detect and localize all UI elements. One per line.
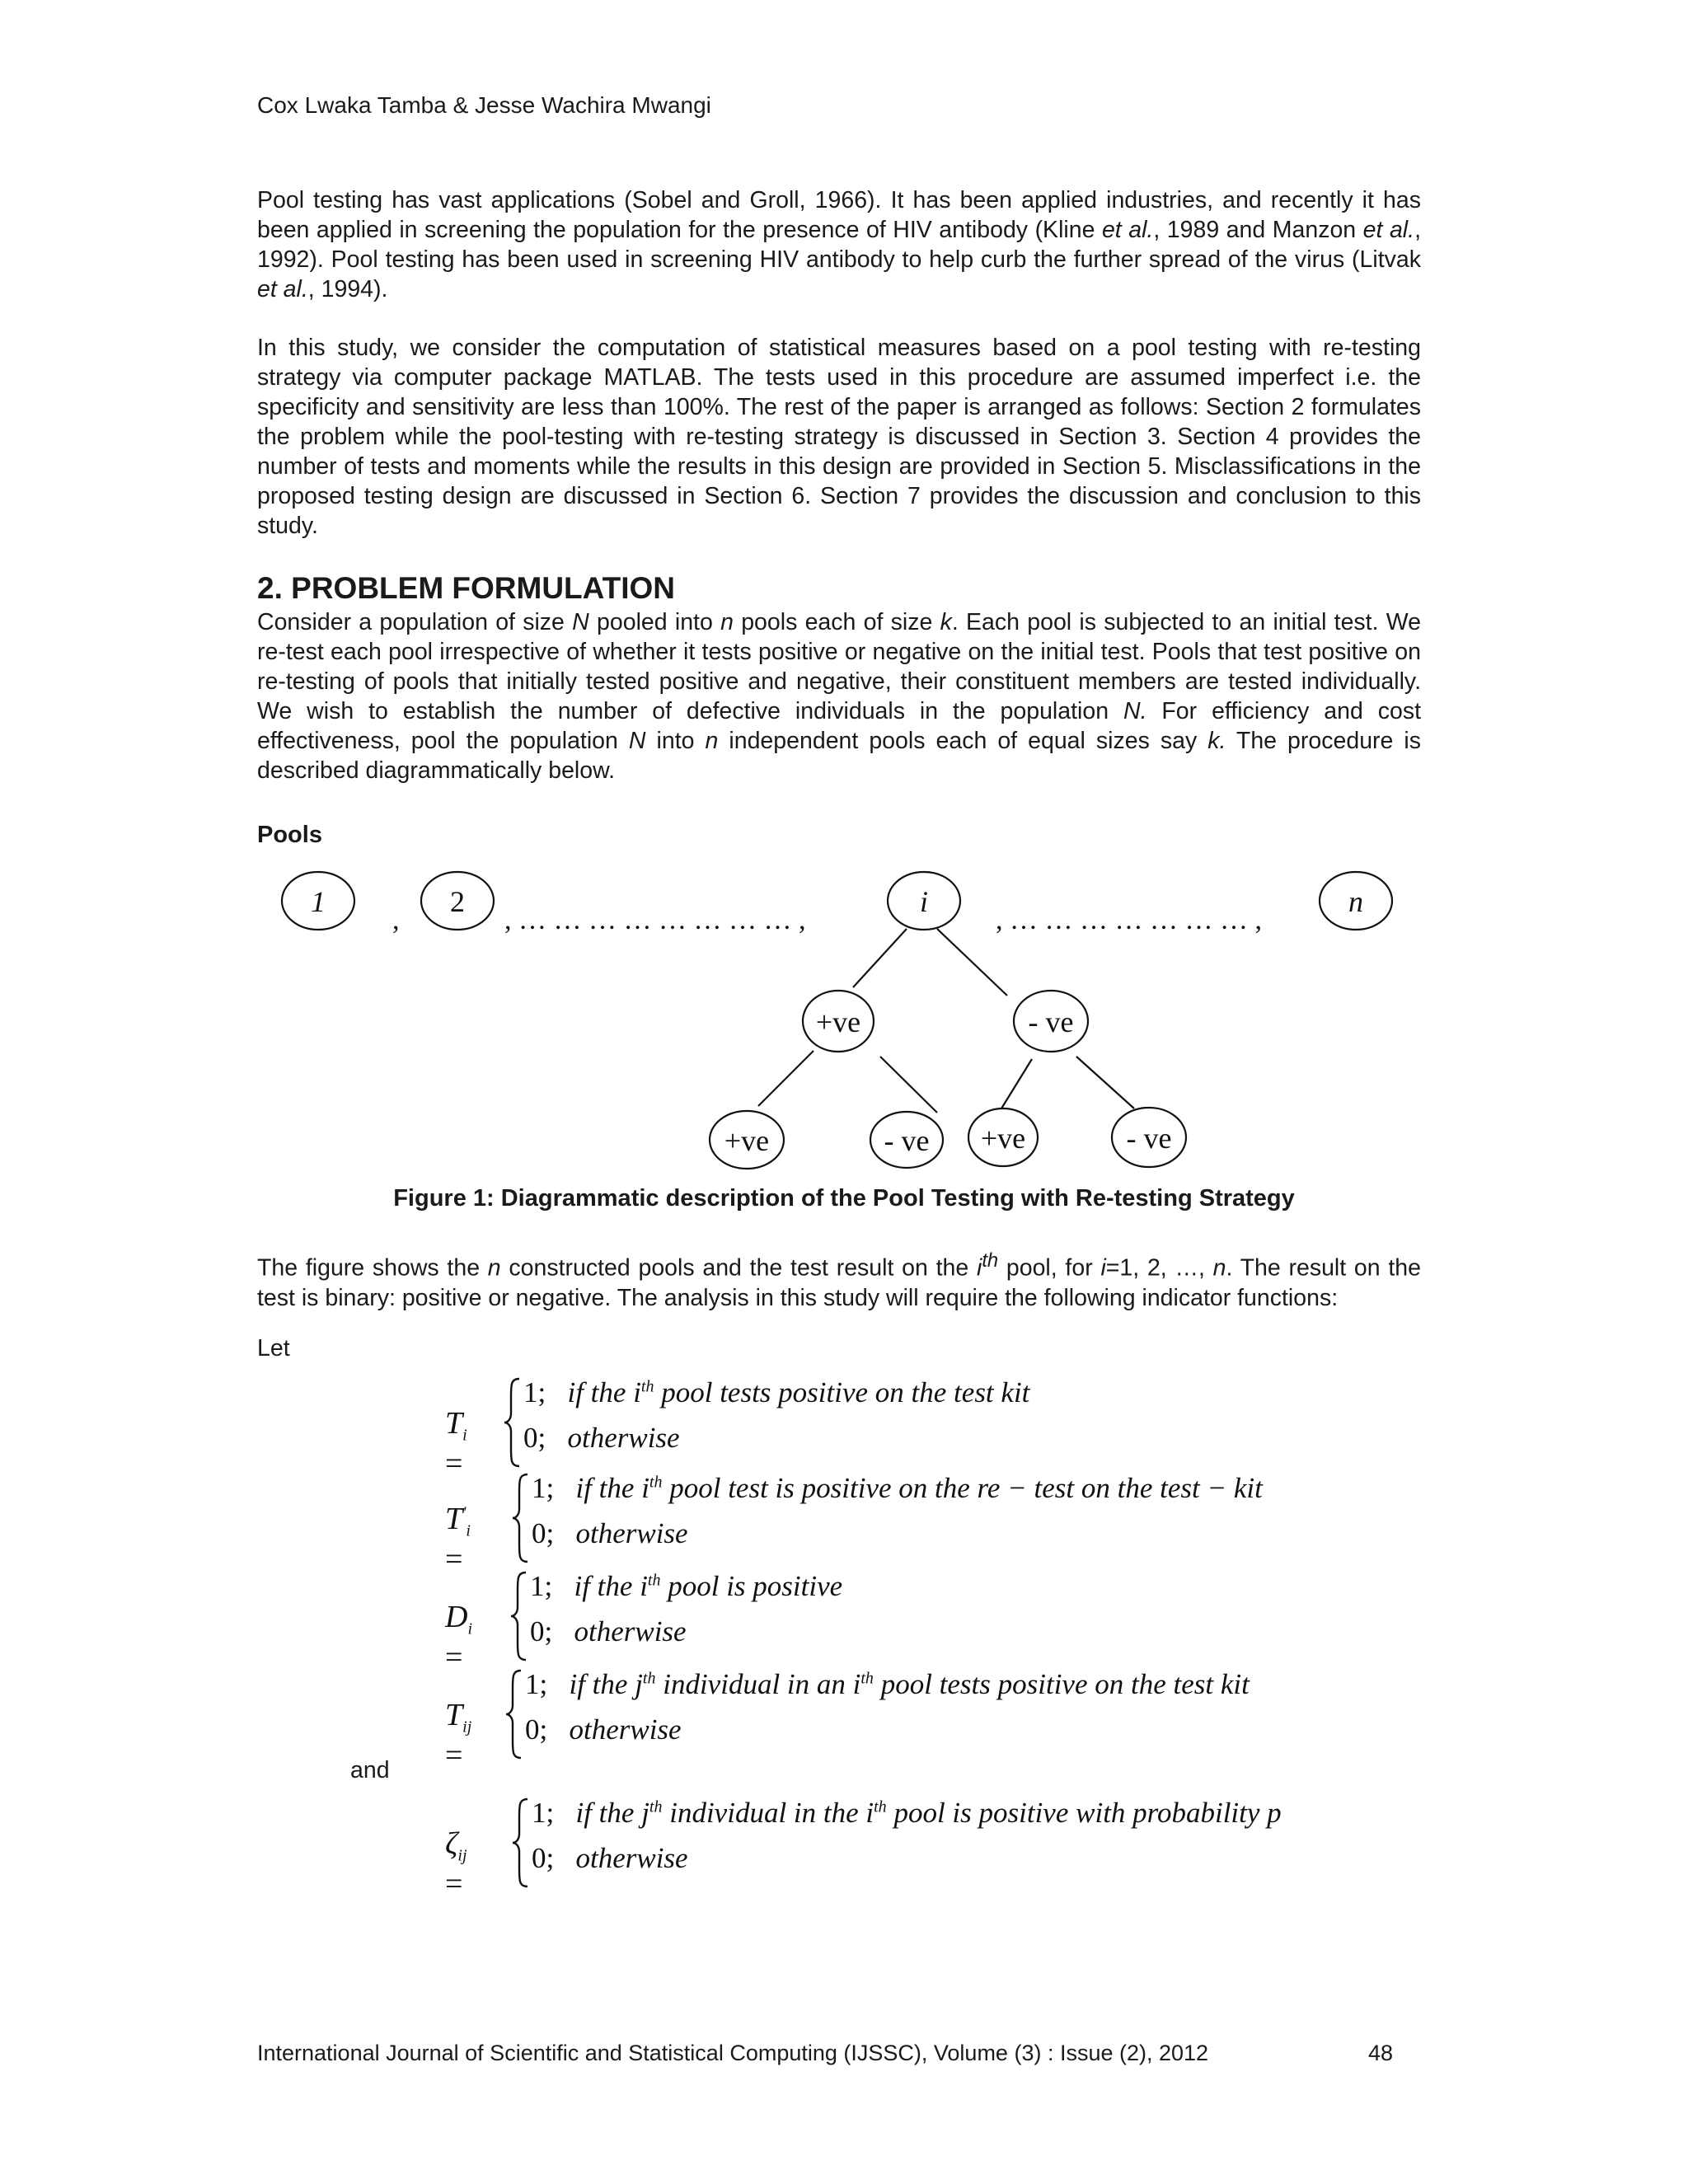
figure-caption: Figure 1: Diagrammatic description of the Pool Testing with Re-testing Strategy xyxy=(393,1185,1295,1212)
brace-icon xyxy=(504,1668,524,1760)
footer-journal: International Journal of Scientific and Statistical Computing (IJSSC), Volume (3) : Issue (2), 2012 xyxy=(257,2041,1209,2065)
retest-label-negative: - ve xyxy=(1028,1005,1074,1038)
separator-dots-1: , … … … … … … … … , xyxy=(504,905,806,935)
leaf-label-neg-pos: +ve xyxy=(980,1122,1026,1155)
separator-dots-2: , … … … … … … … , xyxy=(996,905,1262,935)
leaf-label-pos-pos: +ve xyxy=(724,1124,770,1157)
running-header-authors: Cox Lwaka Tamba & Jesse Wachira Mwangi xyxy=(257,92,711,118)
pool-label-i: i xyxy=(919,885,929,918)
brace-icon xyxy=(511,1797,531,1889)
let-label: Let xyxy=(257,1335,290,1361)
edge-neg-to-pos xyxy=(1001,1059,1032,1108)
leaf-label-neg-neg: - ve xyxy=(1126,1122,1172,1155)
leaf-label-pos-neg: - ve xyxy=(884,1124,930,1157)
page-number: 48 xyxy=(1368,2041,1394,2065)
pool-label-n: n xyxy=(1348,885,1363,918)
intro-paragraph-2: In this study, we consider the computation of statistical measures based on a pool testing with re-testing strategy via computer package MATLAB. The tests used in this procedure are assumed imperfect i.e. the specificity and sensitivity are less than 100%. The rest of the paper is arranged as follows: Section 2 formulates the problem while the pool-testing with re-testing strategy is discussed in Section 3. Section 4 provides the number of tests and moments while the results in this design are provided in Section 5. Misclassifications in the proposed testing design are discussed in Section 6. Section 7 provides the discussion and conclusion to this study. xyxy=(257,335,1421,539)
brace-icon xyxy=(503,1376,523,1469)
diagram-heading-pools: Pools xyxy=(257,822,322,848)
pool-label-2: 2 xyxy=(450,885,465,918)
edge-neg-to-neg xyxy=(1076,1057,1134,1108)
edge-pos-to-neg xyxy=(880,1057,937,1113)
pool-label-1: 1 xyxy=(311,885,326,918)
edge-i-to-neg xyxy=(937,929,1007,996)
separator-comma: , xyxy=(392,905,400,935)
retest-label-positive: +ve xyxy=(815,1005,861,1038)
edge-pos-to-pos xyxy=(758,1051,814,1106)
and-label: and xyxy=(350,1757,390,1783)
post-figure-paragraph: The figure shows the n constructed pools and the test result on the $i^{th}$ pool, for i=1, 2, …, n. The result on the test is binary: positive or negative. The analysis in this study will require the following indicator functions: xyxy=(257,1249,1421,1311)
section2-paragraph: Consider a population of size N pooled into n pools each of size k. Each pool is subjected to an initial test. We re-test each pool irrespective of whether it tests positive or negative on the initial test. Pools that test positive on re-testing of pools that initially tested positive and negative, their constituent members are tested individually. We wish to establish the number of defective individuals in the population N. For efficiency and cost effectiveness, pool the population N into n independent pools each of equal sizes say k. The procedure is described diagrammatically below. xyxy=(257,609,1422,784)
brace-icon xyxy=(509,1570,529,1662)
brace-icon xyxy=(511,1472,531,1564)
intro-paragraph-1: Pool testing has vast applications (Sobel and Groll, 1966). It has been applied industries, and recently it has been applied in screening the population for the presence of HIV antibody (Kline et al., 1989 and Manzon et al., 1992). Pool testing has been used in screening HIV antibody to help curb the further spread of the virus (Litvak et al., 1994). xyxy=(257,187,1421,302)
edge-i-to-pos xyxy=(853,929,907,987)
section-title-problem-formulation: 2. PROBLEM FORMULATION xyxy=(257,571,676,605)
